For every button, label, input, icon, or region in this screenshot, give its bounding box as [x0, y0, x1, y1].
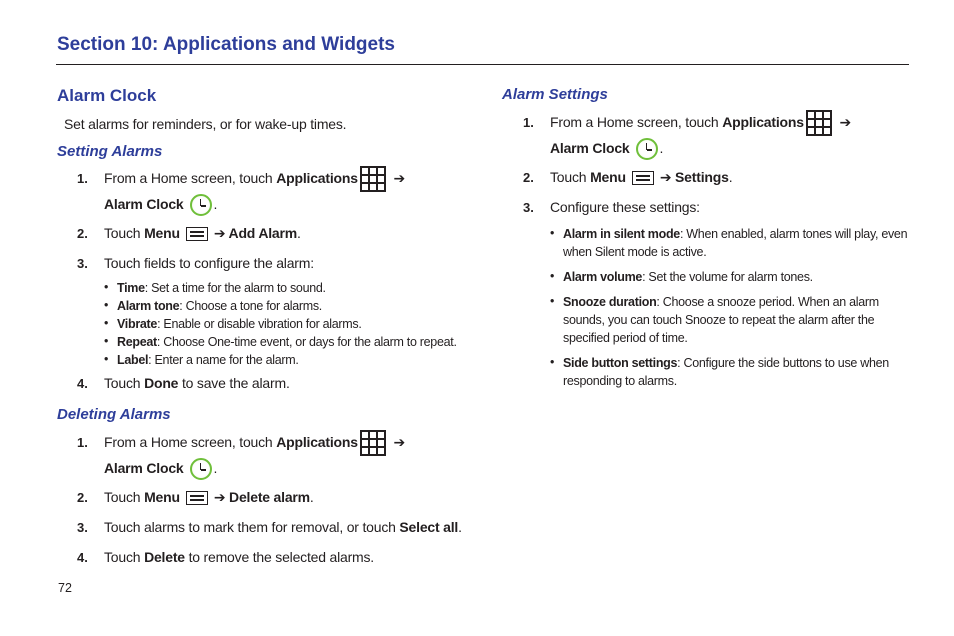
step-number: 3. — [523, 200, 534, 215]
deleting-alarms-heading: Deleting Alarms — [57, 406, 171, 423]
bullet-side-button-settings: Side button settings: Configure the side buttons to use when — [563, 356, 889, 370]
bullet-vibrate: Vibrate: Enable or disable vibration for alarms. — [117, 317, 362, 331]
bullet-alarm-volume: Alarm volume: Set the volume for alarm tones. — [563, 270, 813, 284]
deleting-step-4: Touch Delete to remove the selected alarms. — [104, 549, 375, 565]
step-number: 4. — [77, 376, 88, 391]
bullet-snooze-duration: Snooze duration: Choose a snooze period. When an alarm — [563, 295, 879, 309]
alarm-clock-icon — [636, 138, 658, 160]
bullet-repeat: Repeat: Choose One-time event, or days for the alarm to repeat. — [117, 335, 457, 349]
bullet-mark: • — [550, 355, 555, 369]
setting-alarms-heading: Setting Alarms — [57, 143, 163, 160]
setting-step-1: From a Home screen, touch Applications ➔ — [104, 164, 405, 192]
bullet-alarm-tone: Alarm tone: Choose a tone for alarms. — [117, 299, 322, 313]
settings-step-1-line2: Alarm Clock . — [550, 135, 663, 161]
bullet-mark: • — [104, 316, 109, 330]
step-number: 1. — [523, 115, 534, 130]
bullet-mark: • — [550, 269, 555, 283]
bullet-mark: • — [104, 280, 109, 294]
deleting-step-3: Touch alarms to mark them for removal, or touch Select all. — [104, 519, 462, 535]
bullet-time: Time: Set a time for the alarm to sound. — [117, 281, 326, 295]
applications-grid-icon — [806, 110, 832, 136]
menu-icon — [186, 491, 208, 505]
alarm-clock-icon — [190, 194, 212, 216]
menu-icon — [186, 227, 208, 241]
bullet-snooze-duration-line2: sounds, you can touch Snooze to repeat the alarm after the — [563, 313, 875, 327]
bullet-mark: • — [104, 334, 109, 348]
bullet-mark: • — [104, 298, 109, 312]
step-number: 3. — [77, 256, 88, 271]
step-number: 4. — [77, 550, 88, 565]
bullet-mark: • — [104, 352, 109, 366]
step-number: 2. — [77, 490, 88, 505]
step-number: 3. — [77, 520, 88, 535]
step-number: 2. — [77, 226, 88, 241]
header-rule — [56, 64, 909, 65]
setting-step-4: Touch Done to save the alarm. — [104, 375, 290, 391]
bullet-alarm-in-silent-mode: Alarm in silent mode: When enabled, alarm tones will play, even — [563, 227, 908, 241]
bullet-label: Label: Enter a name for the alarm. — [117, 353, 299, 367]
alarm-settings-heading: Alarm Settings — [502, 86, 608, 103]
bullet-side-button-settings-line2: responding to alarms. — [563, 374, 677, 388]
deleting-step-1: From a Home screen, touch Applications ➔ — [104, 428, 405, 456]
setting-step-2: Touch Menu ➔ Add Alarm. — [104, 225, 301, 241]
menu-icon — [632, 171, 654, 185]
step-number: 1. — [77, 435, 88, 450]
bullet-snooze-duration-line3: specified period of time. — [563, 331, 688, 345]
alarm-clock-heading: Alarm Clock — [57, 86, 157, 105]
setting-step-1-line2: Alarm Clock . — [104, 191, 217, 217]
page-number: 72 — [58, 581, 72, 595]
deleting-step-1-line2: Alarm Clock . — [104, 455, 217, 481]
deleting-step-2: Touch Menu ➔ Delete alarm. — [104, 489, 314, 505]
alarm-clock-icon — [190, 458, 212, 480]
bullet-mark: • — [550, 226, 555, 240]
step-number: 2. — [523, 170, 534, 185]
applications-grid-icon — [360, 166, 386, 192]
setting-step-3: Touch fields to configure the alarm: — [104, 255, 314, 271]
bullet-alarm-in-silent-mode-line2: when Silent mode is active. — [563, 245, 707, 259]
applications-grid-icon — [360, 430, 386, 456]
settings-step-2: Touch Menu ➔ Settings. — [550, 169, 733, 185]
bullet-mark: • — [550, 294, 555, 308]
step-number: 1. — [77, 171, 88, 186]
section-title: Section 10: Applications and Widgets — [57, 34, 396, 55]
settings-step-3: Configure these settings: — [550, 199, 700, 215]
intro-text: Set alarms for reminders, or for wake-up times. — [64, 116, 347, 132]
settings-step-1: From a Home screen, touch Applications ➔ — [550, 108, 851, 136]
